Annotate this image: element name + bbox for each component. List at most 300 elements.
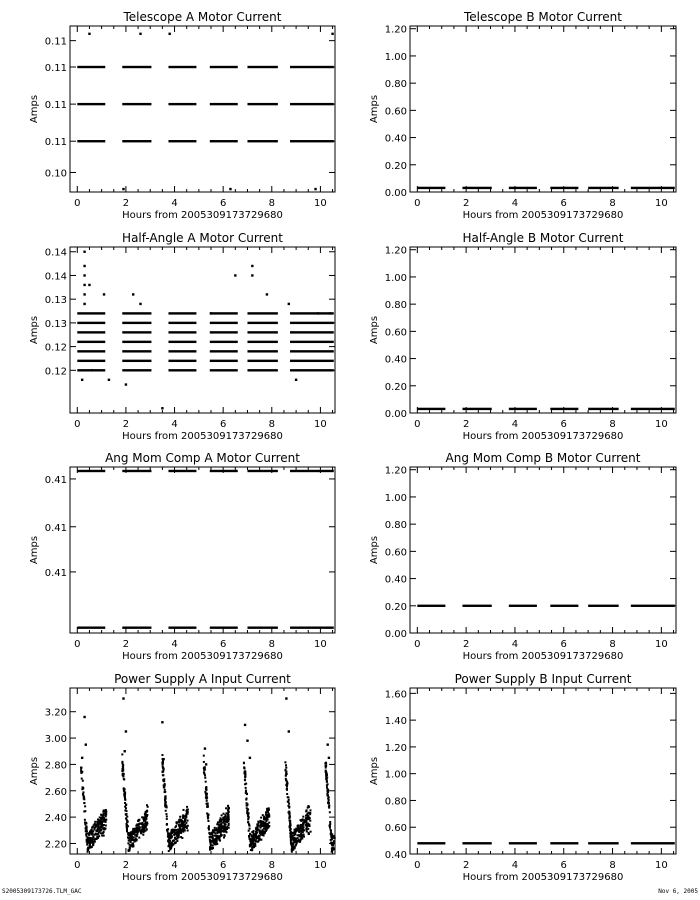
data-point [308, 833, 310, 835]
data-point [296, 842, 298, 844]
data-points [80, 697, 336, 852]
x-tick-label: 2 [462, 639, 470, 650]
data-point [102, 817, 104, 819]
data-point [306, 813, 308, 815]
data-point [264, 819, 266, 821]
data-band [588, 187, 619, 189]
data-point [170, 847, 172, 849]
data-band [247, 626, 277, 628]
data-point [100, 828, 102, 830]
data-point [86, 841, 88, 843]
data-point-outlier [125, 730, 127, 732]
data-point-outlier [91, 369, 93, 371]
data-point-outlier [331, 33, 333, 35]
data-point-outlier [83, 251, 85, 253]
data-band [290, 626, 334, 628]
data-band [122, 66, 151, 68]
data-points [77, 251, 333, 410]
data-point [105, 809, 107, 811]
data-point [136, 839, 138, 841]
data-point [331, 847, 333, 849]
data-point [288, 807, 290, 809]
data-band [631, 408, 675, 410]
data-point [93, 839, 95, 841]
data-band [290, 103, 334, 105]
chart-ps_b [369, 672, 676, 883]
data-point [307, 828, 309, 830]
data-point [138, 819, 140, 821]
data-point [210, 843, 212, 845]
data-point-outlier [88, 33, 90, 35]
chart-ha_a [29, 231, 335, 442]
data-point-outlier [295, 379, 297, 381]
data-point [122, 764, 124, 766]
data-point [288, 803, 290, 805]
data-point [130, 841, 132, 843]
data-point [103, 831, 105, 833]
data-band [247, 470, 277, 472]
data-point [226, 826, 228, 828]
data-point [327, 798, 329, 800]
data-point [262, 833, 264, 835]
data-point [248, 835, 250, 837]
data-point [263, 830, 265, 832]
data-point [218, 831, 220, 833]
data-point [219, 827, 221, 829]
y-tick-label: 0.40 [384, 354, 407, 366]
data-point [290, 841, 292, 843]
chart-title: Ang Mom Comp B Motor Current [445, 451, 641, 465]
data-band [210, 360, 238, 362]
data-band [509, 842, 537, 844]
data-point [125, 804, 127, 806]
y-tick-label: 1.60 [384, 689, 407, 701]
data-point [296, 834, 298, 836]
data-point-outlier [266, 293, 268, 295]
y-tick-label: 0.40 [384, 574, 407, 586]
data-point [228, 807, 230, 809]
data-point [264, 826, 266, 828]
data-point [298, 830, 300, 832]
data-band [290, 322, 334, 324]
data-point [133, 828, 135, 830]
x-tick-label: 2 [122, 198, 130, 209]
x-tick-label: 6 [560, 639, 567, 650]
data-point [104, 827, 106, 829]
data-band [168, 470, 196, 472]
data-point [102, 828, 104, 830]
data-point [290, 839, 292, 841]
data-band [168, 341, 196, 343]
data-point [103, 835, 105, 837]
data-point [100, 832, 102, 834]
data-point [289, 821, 291, 823]
data-point [144, 813, 146, 815]
data-point [92, 835, 94, 837]
data-point [245, 790, 247, 792]
data-point-outlier [103, 293, 105, 295]
data-point [212, 844, 214, 846]
x-tick-label: 6 [560, 860, 567, 871]
data-band [588, 408, 619, 410]
data-point [126, 821, 128, 823]
data-band [290, 350, 334, 352]
data-band [290, 369, 334, 371]
data-point [257, 841, 259, 843]
data-point [181, 837, 183, 839]
data-point [173, 840, 175, 842]
data-points [417, 605, 674, 607]
data-point [127, 825, 129, 827]
data-point [305, 817, 307, 819]
data-point [174, 829, 176, 831]
data-point [325, 763, 327, 765]
data-point-outlier [139, 303, 141, 305]
data-point [268, 813, 270, 815]
data-points [417, 842, 674, 844]
data-point [203, 767, 205, 769]
y-axis-label: Amps [369, 756, 380, 786]
x-tick-label: 0 [74, 639, 81, 650]
data-point [124, 797, 126, 799]
data-point [92, 830, 94, 832]
data-point [183, 825, 185, 827]
data-point [326, 786, 328, 788]
data-band [210, 312, 238, 314]
data-point [220, 835, 222, 837]
data-point [145, 824, 147, 826]
data-point [208, 825, 210, 827]
data-band [247, 322, 277, 324]
data-band [462, 408, 491, 410]
data-point [187, 825, 189, 827]
x-tick-label: 10 [654, 419, 668, 430]
data-band [77, 626, 105, 628]
data-point [262, 814, 264, 816]
data-point [212, 835, 214, 837]
x-axis-label: Hours from 2005309173729680 [462, 210, 624, 221]
data-point [100, 819, 102, 821]
data-point [124, 792, 126, 794]
data-point [86, 825, 88, 827]
data-point [216, 831, 218, 833]
x-tick-label: 6 [219, 860, 227, 871]
y-tick-label: 0.13 [44, 295, 67, 307]
data-point [145, 818, 147, 820]
data-point-outlier [85, 743, 87, 745]
chart-amc_a [29, 451, 335, 662]
y-tick-label: 0.20 [384, 381, 407, 393]
data-point [94, 821, 96, 823]
data-point [289, 815, 291, 817]
y-tick-label: 0.10 [44, 168, 67, 180]
data-point [87, 847, 89, 849]
data-band [631, 187, 675, 189]
data-point [178, 819, 180, 821]
x-axis-label: Hours from 2005309173729680 [122, 872, 283, 883]
data-point [325, 765, 327, 767]
data-point [257, 836, 259, 838]
data-point [203, 755, 205, 757]
data-point [143, 829, 145, 831]
y-tick-label: 0.11 [44, 36, 67, 48]
chart-ha_b [369, 231, 676, 442]
data-point [82, 793, 84, 795]
data-point [249, 844, 251, 846]
data-point-outlier [329, 312, 331, 314]
data-point [327, 789, 329, 791]
data-point-outlier [327, 743, 329, 745]
data-point [100, 821, 102, 823]
data-point [82, 786, 84, 788]
data-point [330, 832, 332, 834]
chart-frame [70, 467, 335, 633]
data-point [141, 816, 143, 818]
data-point [80, 767, 82, 769]
data-band [168, 140, 196, 142]
data-point [249, 828, 251, 830]
data-point [84, 819, 86, 821]
data-point [121, 761, 123, 763]
y-tick-label: 0.00 [384, 629, 407, 640]
data-point [84, 805, 86, 807]
data-point-outlier [229, 188, 231, 190]
data-point [223, 837, 225, 839]
data-point [328, 805, 330, 807]
data-point [93, 828, 95, 830]
data-point [214, 827, 216, 829]
data-point-outlier [251, 265, 253, 267]
data-band [210, 103, 238, 105]
data-band [290, 66, 334, 68]
data-point [307, 805, 309, 807]
data-point [219, 840, 221, 842]
data-point [286, 783, 288, 785]
data-point [214, 832, 216, 834]
data-point [146, 814, 148, 816]
data-point [307, 823, 309, 825]
data-band [247, 369, 277, 371]
data-band [122, 369, 151, 371]
data-point [138, 837, 140, 839]
data-point [98, 835, 100, 837]
data-point [326, 793, 328, 795]
data-points [417, 187, 674, 189]
data-point [244, 783, 246, 785]
data-point [287, 801, 289, 803]
data-point [206, 796, 208, 798]
data-point [171, 845, 173, 847]
data-point [291, 848, 293, 850]
x-tick-label: 2 [122, 860, 130, 871]
data-point [166, 829, 168, 831]
data-point [143, 820, 145, 822]
x-tick-label: 8 [268, 419, 275, 430]
data-point [220, 820, 222, 822]
data-band [77, 103, 105, 105]
y-tick-label: 1.20 [384, 24, 407, 36]
data-point [95, 825, 97, 827]
data-point [204, 777, 206, 779]
data-point [268, 815, 270, 817]
data-point [325, 771, 327, 773]
data-point-outlier [83, 293, 85, 295]
data-point [294, 829, 296, 831]
x-tick-label: 10 [314, 860, 327, 871]
data-point-outlier [122, 188, 124, 190]
y-axis-label: Amps [29, 315, 40, 345]
y-tick-label: 0.80 [384, 520, 407, 532]
data-point [167, 835, 169, 837]
data-point [146, 828, 148, 830]
data-point [90, 829, 92, 831]
data-band [77, 66, 105, 68]
data-band [290, 331, 334, 333]
data-point [85, 829, 87, 831]
data-point [177, 831, 179, 833]
data-point [206, 800, 208, 802]
data-point [179, 816, 181, 818]
data-point [135, 834, 137, 836]
data-point [243, 762, 245, 764]
x-tick-label: 8 [268, 639, 275, 650]
data-point [266, 808, 268, 810]
data-band [168, 369, 196, 371]
data-point [89, 842, 91, 844]
data-point [131, 843, 133, 845]
data-point [252, 843, 254, 845]
data-point [172, 831, 174, 833]
data-point [225, 807, 227, 809]
data-point [165, 810, 167, 812]
y-tick-label: 0.20 [384, 601, 407, 613]
data-point [174, 842, 176, 844]
data-band [77, 312, 105, 314]
x-tick-label: 4 [171, 419, 178, 430]
data-point [134, 840, 136, 842]
data-point-outlier [251, 274, 253, 276]
data-point [122, 775, 124, 777]
data-points [417, 408, 674, 410]
data-point [98, 827, 100, 829]
data-point [296, 828, 298, 830]
data-point [87, 851, 89, 853]
data-band [210, 140, 238, 142]
data-point [305, 824, 307, 826]
data-point [247, 821, 249, 823]
data-point [325, 777, 327, 779]
data-point [165, 813, 167, 815]
data-point [167, 833, 169, 835]
data-point-outlier [288, 730, 290, 732]
data-point [85, 834, 87, 836]
data-point [259, 832, 261, 834]
data-point [290, 837, 292, 839]
data-point [246, 810, 248, 812]
data-point [293, 834, 295, 836]
data-point-outlier [162, 758, 164, 760]
data-point [183, 827, 185, 829]
data-point [174, 826, 176, 828]
y-tick-label: 0.41 [44, 567, 67, 579]
data-point [129, 838, 131, 840]
data-point [206, 789, 208, 791]
data-point [178, 822, 180, 824]
data-band [77, 322, 105, 324]
data-point [126, 830, 128, 832]
data-point [137, 831, 139, 833]
data-point [127, 836, 129, 838]
data-point [331, 838, 333, 840]
data-point-outlier [249, 757, 251, 759]
data-point [245, 787, 247, 789]
data-band [77, 360, 105, 362]
data-point [83, 798, 85, 800]
data-band [122, 322, 151, 324]
data-point [162, 774, 164, 776]
chart-title: Telescope A Motor Current [123, 10, 282, 24]
data-point [203, 769, 205, 771]
y-tick-label: 0.11 [44, 100, 67, 112]
data-point [228, 814, 230, 816]
data-point [334, 837, 336, 839]
data-point-outlier [83, 265, 85, 267]
data-band [210, 369, 238, 371]
data-point [329, 821, 331, 823]
data-point [262, 831, 264, 833]
data-point [164, 802, 166, 804]
data-point [91, 833, 93, 835]
x-tick-label: 8 [609, 639, 616, 650]
data-point [291, 845, 293, 847]
data-point [285, 767, 287, 769]
data-point [123, 778, 125, 780]
data-point [209, 840, 211, 842]
x-tick-label: 2 [462, 198, 470, 209]
data-point [212, 830, 214, 832]
data-point [250, 849, 252, 851]
data-point [94, 823, 96, 825]
data-point [96, 829, 98, 831]
data-point [243, 772, 245, 774]
data-point [96, 823, 98, 825]
data-point [138, 829, 140, 831]
data-point [146, 810, 148, 812]
data-point [181, 823, 183, 825]
data-point [223, 813, 225, 815]
y-axis-label: Amps [369, 94, 380, 124]
x-axis-label: Hours from 2005309173729680 [122, 431, 283, 442]
data-point [182, 829, 184, 831]
data-point [284, 761, 286, 763]
data-point [178, 836, 180, 838]
data-point [129, 836, 131, 838]
data-point [284, 769, 286, 771]
y-tick-label: 0.13 [44, 318, 67, 330]
chart-title: Power Supply B Input Current [454, 672, 632, 686]
data-point [246, 802, 248, 804]
data-point [300, 825, 302, 827]
data-point-outlier [317, 312, 319, 314]
data-band [122, 331, 151, 333]
data-point [187, 829, 189, 831]
y-tick-label: 1.40 [384, 716, 407, 728]
footer-date: Nov 6, 2005 [658, 888, 698, 895]
data-point [129, 847, 131, 849]
data-point [186, 809, 188, 811]
data-band [417, 408, 445, 410]
data-point [226, 828, 228, 830]
